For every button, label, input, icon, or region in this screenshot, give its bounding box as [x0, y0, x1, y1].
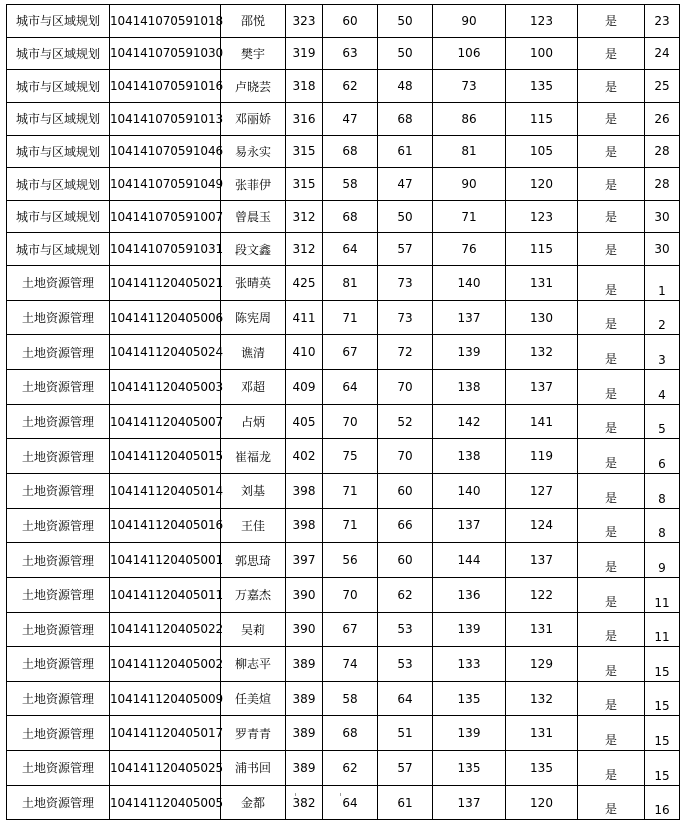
score-subject2-cell: 132 — [506, 681, 578, 716]
score-table-body — [7, 5, 680, 820]
total-score-cell: 382 — [286, 785, 323, 820]
name-cell: 张菲伊 — [221, 168, 286, 201]
major-cell: 土地资源管理 — [7, 473, 110, 508]
score-language-cell: 61 — [378, 785, 433, 820]
major-cell: 城市与区域规划 — [7, 233, 110, 266]
table-row — [7, 612, 680, 647]
score-politics-cell: 63 — [323, 37, 378, 70]
name-cell: 卢晓芸 — [221, 70, 286, 103]
score-language-cell: 57 — [378, 751, 433, 786]
rank-cell: 11 — [645, 577, 680, 612]
qualified-cell: 是 — [578, 612, 645, 647]
rank-cell: 24 — [645, 37, 680, 70]
name-cell: 任美煊 — [221, 681, 286, 716]
major-cell: 土地资源管理 — [7, 716, 110, 751]
score-language-cell: 61 — [378, 135, 433, 168]
table-row — [7, 335, 680, 370]
qualified-cell: 是 — [578, 508, 645, 543]
score-language-cell: 53 — [378, 647, 433, 682]
rank-cell: 5 — [645, 404, 680, 439]
qualified-cell: 是 — [578, 404, 645, 439]
score-table — [6, 4, 680, 820]
rank-cell: 2 — [645, 300, 680, 335]
score-politics-cell: 71 — [323, 473, 378, 508]
page-break-mark — [340, 793, 341, 796]
qualified-cell: 是 — [578, 785, 645, 820]
qualified-cell: 是 — [578, 300, 645, 335]
name-cell: 浦书回 — [221, 751, 286, 786]
qualified-cell: 是 — [578, 543, 645, 578]
score-subject2-cell: 131 — [506, 612, 578, 647]
qualified-cell: 是 — [578, 335, 645, 370]
rank-cell: 1 — [645, 266, 680, 301]
score-language-cell: 52 — [378, 404, 433, 439]
name-cell: 邵悦 — [221, 5, 286, 38]
qualified-cell: 是 — [578, 102, 645, 135]
score-language-cell: 70 — [378, 439, 433, 474]
name-cell: 柳志平 — [221, 647, 286, 682]
score-language-cell: 53 — [378, 612, 433, 647]
score-politics-cell: 62 — [323, 751, 378, 786]
qualified-cell: 是 — [578, 473, 645, 508]
qualified-cell: 是 — [578, 370, 645, 405]
score-language-cell: 47 — [378, 168, 433, 201]
score-subject1-cell: 135 — [433, 751, 506, 786]
student-id-cell: 104141120405021 — [110, 266, 221, 301]
student-id-cell: 104141120405016 — [110, 508, 221, 543]
score-subject1-cell: 90 — [433, 168, 506, 201]
major-cell: 土地资源管理 — [7, 404, 110, 439]
student-id-cell: 104141070591016 — [110, 70, 221, 103]
score-politics-cell: 75 — [323, 439, 378, 474]
student-id-cell: 104141120405001 — [110, 543, 221, 578]
rank-cell: 9 — [645, 543, 680, 578]
score-politics-cell: 58 — [323, 168, 378, 201]
score-subject1-cell: 71 — [433, 200, 506, 233]
score-subject1-cell: 139 — [433, 335, 506, 370]
score-subject2-cell: 137 — [506, 370, 578, 405]
table-row — [7, 543, 680, 578]
major-cell: 土地资源管理 — [7, 681, 110, 716]
student-id-cell: 104141120405002 — [110, 647, 221, 682]
score-subject2-cell: 100 — [506, 37, 578, 70]
score-politics-cell: 68 — [323, 200, 378, 233]
total-score-cell: 316 — [286, 102, 323, 135]
score-subject1-cell: 135 — [433, 681, 506, 716]
student-id-cell: 104141120405014 — [110, 473, 221, 508]
table-row — [7, 37, 680, 70]
score-politics-cell: 71 — [323, 300, 378, 335]
major-cell: 城市与区域规划 — [7, 200, 110, 233]
rank-cell: 30 — [645, 233, 680, 266]
score-subject2-cell: 115 — [506, 233, 578, 266]
student-id-cell: 104141120405022 — [110, 612, 221, 647]
score-subject1-cell: 81 — [433, 135, 506, 168]
table-row — [7, 473, 680, 508]
student-id-cell: 104141070591049 — [110, 168, 221, 201]
score-subject1-cell: 137 — [433, 300, 506, 335]
student-id-cell: 104141120405025 — [110, 751, 221, 786]
qualified-cell: 是 — [578, 681, 645, 716]
student-id-cell: 104141070591007 — [110, 200, 221, 233]
table-row — [7, 577, 680, 612]
name-cell: 万嘉杰 — [221, 577, 286, 612]
score-politics-cell: 68 — [323, 135, 378, 168]
rank-cell: 6 — [645, 439, 680, 474]
score-subject2-cell: 122 — [506, 577, 578, 612]
qualified-cell: 是 — [578, 233, 645, 266]
score-subject2-cell: 105 — [506, 135, 578, 168]
student-id-cell: 104141120405006 — [110, 300, 221, 335]
major-cell: 土地资源管理 — [7, 335, 110, 370]
major-cell: 城市与区域规划 — [7, 37, 110, 70]
major-cell: 城市与区域规划 — [7, 102, 110, 135]
rank-cell: 15 — [645, 681, 680, 716]
rank-cell: 15 — [645, 647, 680, 682]
score-politics-cell: 71 — [323, 508, 378, 543]
score-language-cell: 66 — [378, 508, 433, 543]
score-politics-cell: 81 — [323, 266, 378, 301]
score-politics-cell: 64 — [323, 785, 378, 820]
total-score-cell: 315 — [286, 168, 323, 201]
table-row — [7, 716, 680, 751]
name-cell: 郭思琦 — [221, 543, 286, 578]
score-politics-cell: 67 — [323, 335, 378, 370]
rank-cell: 15 — [645, 716, 680, 751]
score-politics-cell: 67 — [323, 612, 378, 647]
table-row — [7, 439, 680, 474]
total-score-cell: 411 — [286, 300, 323, 335]
name-cell: 邓超 — [221, 370, 286, 405]
student-id-cell: 104141120405011 — [110, 577, 221, 612]
qualified-cell: 是 — [578, 716, 645, 751]
student-id-cell: 104141070591013 — [110, 102, 221, 135]
score-subject1-cell: 139 — [433, 716, 506, 751]
score-subject1-cell: 140 — [433, 473, 506, 508]
rank-cell: 15 — [645, 751, 680, 786]
score-politics-cell: 64 — [323, 233, 378, 266]
score-politics-cell: 58 — [323, 681, 378, 716]
student-id-cell: 104141070591031 — [110, 233, 221, 266]
total-score-cell: 312 — [286, 200, 323, 233]
score-subject1-cell: 138 — [433, 439, 506, 474]
score-subject2-cell: 123 — [506, 200, 578, 233]
score-subject2-cell: 131 — [506, 716, 578, 751]
major-cell: 土地资源管理 — [7, 647, 110, 682]
score-politics-cell: 47 — [323, 102, 378, 135]
student-id-cell: 104141120405015 — [110, 439, 221, 474]
score-subject1-cell: 140 — [433, 266, 506, 301]
score-language-cell: 60 — [378, 543, 433, 578]
rank-cell: 8 — [645, 473, 680, 508]
score-subject2-cell: 127 — [506, 473, 578, 508]
rank-cell: 28 — [645, 168, 680, 201]
score-subject1-cell: 137 — [433, 785, 506, 820]
major-cell: 土地资源管理 — [7, 439, 110, 474]
score-subject2-cell: 115 — [506, 102, 578, 135]
qualified-cell: 是 — [578, 5, 645, 38]
score-subject2-cell: 131 — [506, 266, 578, 301]
table-row — [7, 135, 680, 168]
rank-cell: 8 — [645, 508, 680, 543]
name-cell: 刘基 — [221, 473, 286, 508]
major-cell: 土地资源管理 — [7, 300, 110, 335]
name-cell: 段文鑫 — [221, 233, 286, 266]
major-cell: 城市与区域规划 — [7, 168, 110, 201]
score-politics-cell: 68 — [323, 716, 378, 751]
score-subject2-cell: 129 — [506, 647, 578, 682]
table-row — [7, 751, 680, 786]
rank-cell: 16 — [645, 785, 680, 820]
table-row — [7, 785, 680, 820]
qualified-cell: 是 — [578, 200, 645, 233]
score-subject1-cell: 90 — [433, 5, 506, 38]
score-subject2-cell: 124 — [506, 508, 578, 543]
rank-cell: 25 — [645, 70, 680, 103]
major-cell: 土地资源管理 — [7, 577, 110, 612]
student-id-cell: 104141070591046 — [110, 135, 221, 168]
total-score-cell: 410 — [286, 335, 323, 370]
score-subject2-cell: 135 — [506, 751, 578, 786]
score-subject1-cell: 137 — [433, 508, 506, 543]
total-score-cell: 398 — [286, 508, 323, 543]
score-language-cell: 50 — [378, 37, 433, 70]
score-politics-cell: 70 — [323, 577, 378, 612]
table-row — [7, 70, 680, 103]
score-subject2-cell: 137 — [506, 543, 578, 578]
major-cell: 城市与区域规划 — [7, 70, 110, 103]
student-id-cell: 104141070591030 — [110, 37, 221, 70]
score-politics-cell: 74 — [323, 647, 378, 682]
table-row — [7, 404, 680, 439]
score-language-cell: 48 — [378, 70, 433, 103]
score-language-cell: 64 — [378, 681, 433, 716]
name-cell: 占炳 — [221, 404, 286, 439]
major-cell: 土地资源管理 — [7, 543, 110, 578]
total-score-cell: 402 — [286, 439, 323, 474]
score-politics-cell: 56 — [323, 543, 378, 578]
total-score-cell: 389 — [286, 681, 323, 716]
score-language-cell: 60 — [378, 473, 433, 508]
qualified-cell: 是 — [578, 647, 645, 682]
score-subject2-cell: 132 — [506, 335, 578, 370]
score-subject1-cell: 133 — [433, 647, 506, 682]
score-language-cell: 73 — [378, 300, 433, 335]
qualified-cell: 是 — [578, 135, 645, 168]
major-cell: 土地资源管理 — [7, 785, 110, 820]
qualified-cell: 是 — [578, 439, 645, 474]
total-score-cell: 389 — [286, 716, 323, 751]
student-id-cell: 104141120405017 — [110, 716, 221, 751]
qualified-cell: 是 — [578, 70, 645, 103]
major-cell: 土地资源管理 — [7, 612, 110, 647]
score-language-cell: 73 — [378, 266, 433, 301]
score-subject2-cell: 119 — [506, 439, 578, 474]
score-politics-cell: 62 — [323, 70, 378, 103]
major-cell: 城市与区域规划 — [7, 5, 110, 38]
total-score-cell: 425 — [286, 266, 323, 301]
name-cell: 王佳 — [221, 508, 286, 543]
rank-cell: 28 — [645, 135, 680, 168]
table-row — [7, 681, 680, 716]
table-row — [7, 233, 680, 266]
total-score-cell: 323 — [286, 5, 323, 38]
qualified-cell: 是 — [578, 751, 645, 786]
total-score-cell: 389 — [286, 647, 323, 682]
score-language-cell: 51 — [378, 716, 433, 751]
table-row — [7, 102, 680, 135]
rank-cell: 3 — [645, 335, 680, 370]
student-id-cell: 104141120405024 — [110, 335, 221, 370]
rank-cell: 30 — [645, 200, 680, 233]
name-cell: 曾晨玉 — [221, 200, 286, 233]
table-row — [7, 370, 680, 405]
total-score-cell: 315 — [286, 135, 323, 168]
page-break-mark — [295, 793, 296, 796]
student-id-cell: 104141120405003 — [110, 370, 221, 405]
score-language-cell: 70 — [378, 370, 433, 405]
score-language-cell: 57 — [378, 233, 433, 266]
table-row — [7, 168, 680, 201]
qualified-cell: 是 — [578, 168, 645, 201]
name-cell: 金都 — [221, 785, 286, 820]
student-id-cell: 104141120405007 — [110, 404, 221, 439]
rank-cell: 11 — [645, 612, 680, 647]
student-id-cell: 104141070591018 — [110, 5, 221, 38]
total-score-cell: 398 — [286, 473, 323, 508]
name-cell: 邓丽娇 — [221, 102, 286, 135]
total-score-cell: 318 — [286, 70, 323, 103]
score-subject2-cell: 130 — [506, 300, 578, 335]
major-cell: 城市与区域规划 — [7, 135, 110, 168]
score-politics-cell: 60 — [323, 5, 378, 38]
score-subject2-cell: 120 — [506, 785, 578, 820]
score-subject1-cell: 144 — [433, 543, 506, 578]
qualified-cell: 是 — [578, 266, 645, 301]
score-language-cell: 50 — [378, 200, 433, 233]
major-cell: 土地资源管理 — [7, 266, 110, 301]
name-cell: 樊宇 — [221, 37, 286, 70]
total-score-cell: 405 — [286, 404, 323, 439]
table-row — [7, 266, 680, 301]
total-score-cell: 390 — [286, 612, 323, 647]
score-subject2-cell: 141 — [506, 404, 578, 439]
score-subject2-cell: 120 — [506, 168, 578, 201]
score-language-cell: 50 — [378, 5, 433, 38]
table-row — [7, 300, 680, 335]
score-subject1-cell: 86 — [433, 102, 506, 135]
score-subject1-cell: 139 — [433, 612, 506, 647]
score-language-cell: 62 — [378, 577, 433, 612]
total-score-cell: 409 — [286, 370, 323, 405]
qualified-cell: 是 — [578, 37, 645, 70]
rank-cell: 26 — [645, 102, 680, 135]
score-language-cell: 72 — [378, 335, 433, 370]
table-row — [7, 508, 680, 543]
score-subject2-cell: 123 — [506, 5, 578, 38]
score-subject1-cell: 106 — [433, 37, 506, 70]
qualified-cell: 是 — [578, 577, 645, 612]
score-politics-cell: 64 — [323, 370, 378, 405]
table-row — [7, 647, 680, 682]
score-politics-cell: 70 — [323, 404, 378, 439]
rank-cell: 4 — [645, 370, 680, 405]
score-subject2-cell: 135 — [506, 70, 578, 103]
student-id-cell: 104141120405005 — [110, 785, 221, 820]
name-cell: 崔福龙 — [221, 439, 286, 474]
name-cell: 易永实 — [221, 135, 286, 168]
name-cell: 谯清 — [221, 335, 286, 370]
score-language-cell: 68 — [378, 102, 433, 135]
rank-cell: 23 — [645, 5, 680, 38]
name-cell: 罗青青 — [221, 716, 286, 751]
table-row — [7, 200, 680, 233]
major-cell: 土地资源管理 — [7, 370, 110, 405]
total-score-cell: 397 — [286, 543, 323, 578]
total-score-cell: 312 — [286, 233, 323, 266]
score-subject1-cell: 136 — [433, 577, 506, 612]
score-subject1-cell: 138 — [433, 370, 506, 405]
table-row — [7, 5, 680, 38]
total-score-cell: 390 — [286, 577, 323, 612]
major-cell: 土地资源管理 — [7, 751, 110, 786]
total-score-cell: 319 — [286, 37, 323, 70]
score-subject1-cell: 142 — [433, 404, 506, 439]
name-cell: 陈宪周 — [221, 300, 286, 335]
student-id-cell: 104141120405009 — [110, 681, 221, 716]
score-subject1-cell: 73 — [433, 70, 506, 103]
score-subject1-cell: 76 — [433, 233, 506, 266]
total-score-cell: 389 — [286, 751, 323, 786]
name-cell: 张晴英 — [221, 266, 286, 301]
name-cell: 吴莉 — [221, 612, 286, 647]
major-cell: 土地资源管理 — [7, 508, 110, 543]
